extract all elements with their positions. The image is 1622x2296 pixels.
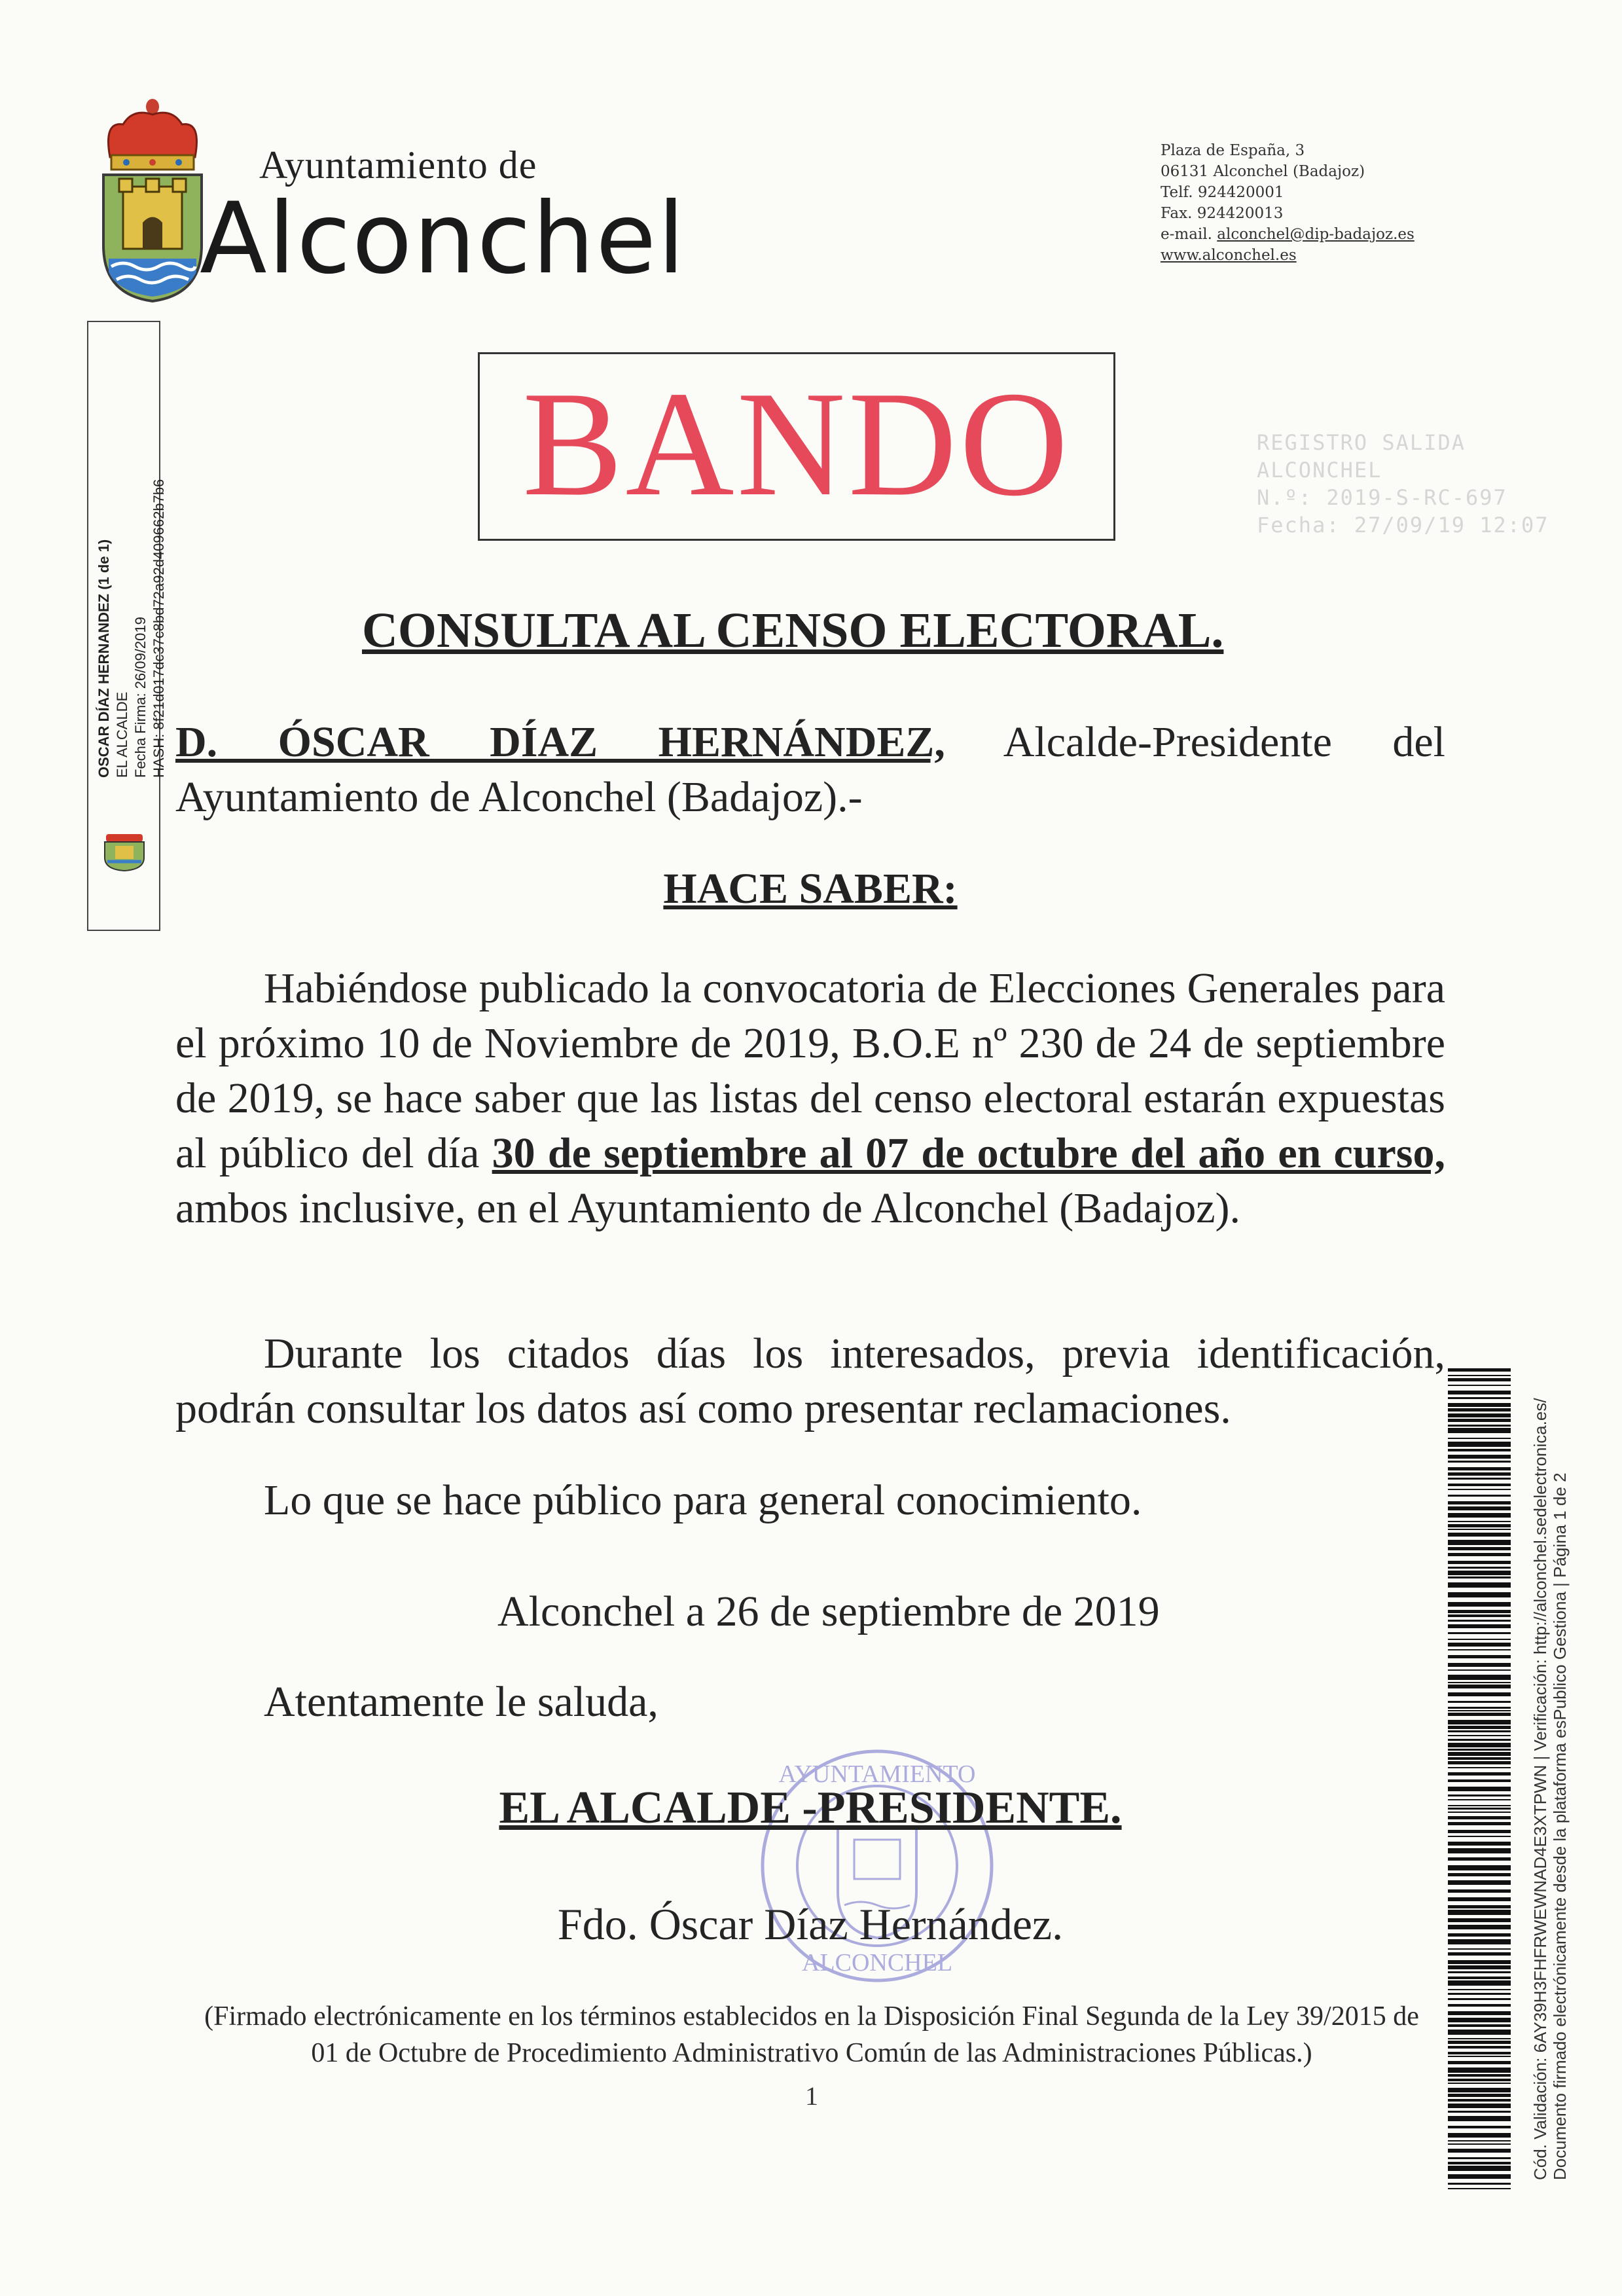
barcode-bar — [1448, 1540, 1511, 1545]
barcode-bar — [1448, 2116, 1511, 2121]
barcode-bar — [1448, 1726, 1511, 1729]
barcode-bar — [1448, 2018, 1511, 2022]
signature-date: Fecha Firma: 26/09/2019 — [132, 617, 149, 778]
official-seal-stamp — [746, 1741, 1008, 1990]
barcode-bar — [1448, 1710, 1511, 1711]
signature-title: EL ALCALDE -PRESIDENTE. — [499, 1783, 1122, 1833]
barcode-bar — [1448, 1397, 1511, 1399]
barcode-bar — [1448, 1918, 1511, 1922]
barcode-bar — [1448, 2162, 1511, 2164]
barcode-bar — [1448, 1749, 1511, 1751]
barcode-bar — [1448, 1442, 1511, 1447]
contact-phone: Telf. 924420001 — [1161, 184, 1284, 201]
barcode-bar — [1448, 1933, 1511, 1937]
barcode-bar — [1448, 2157, 1511, 2159]
barcode-bar — [1448, 1701, 1511, 1703]
barcode-bar — [1448, 2188, 1511, 2189]
barcode-bar — [1448, 1707, 1511, 1709]
announcement-text-part1: Habiéndose publicado la convocatoria de Elecciones Generales para el próximo 10 de Noviembre de 2019, B.O.E nº 230 de 24 de septiembre de 2019, se hace saber que las listas del censo electoral estarán expuestas al público del día — [175, 964, 1445, 1177]
announcement-date-range: 30 de septiembre al 07 de octubre del año en curso, — [492, 1129, 1445, 1177]
barcode-bar — [1448, 1419, 1511, 1422]
barcode-bar — [1448, 1952, 1511, 1956]
barcode-bar — [1448, 1816, 1511, 1819]
barcode-bar — [1448, 1730, 1511, 1732]
signature-role: EL ALCALDE — [114, 691, 130, 778]
barcode-bar — [1448, 1998, 1511, 2000]
registry-stamp-line: Fecha: 27/09/19 12:07 — [1257, 513, 1549, 538]
barcode-bar — [1448, 2166, 1511, 2171]
barcode-bar — [1448, 1752, 1511, 1756]
barcode-bar — [1448, 1663, 1511, 1667]
signature-signer: OSCAR DÍAZ HERNANDEZ (1 de 1) — [96, 539, 112, 778]
contact-block — [1161, 140, 1415, 266]
barcode-bar — [1448, 1685, 1511, 1688]
barcode-bar — [1448, 1795, 1511, 1796]
barcode-bar — [1448, 1529, 1511, 1530]
barcode-bar — [1448, 1873, 1511, 1876]
barcode-bar — [1448, 1413, 1511, 1417]
barcode-bar — [1448, 2046, 1511, 2049]
barcode-bar — [1448, 1812, 1511, 1813]
barcode-bar — [1448, 2079, 1511, 2081]
barcode-bar — [1448, 1461, 1511, 1463]
coat-of-arms-logo — [97, 95, 208, 304]
barcode-bar — [1448, 1614, 1511, 1617]
barcode-bar — [1448, 1767, 1511, 1768]
legal-note-line: 01 de Octubre de Procedimiento Administrativo Común de las Administraciones Públicas.) — [311, 2038, 1312, 2068]
barcode-bar — [1448, 1521, 1511, 1522]
barcode-bar — [1448, 2149, 1511, 2153]
signature-hash: HASH: 8f21d017dc37c8bd72a92d409662b7b6 — [151, 479, 167, 778]
barcode-bar — [1448, 1720, 1511, 1724]
contact-postal: 06131 Alconchel (Badajoz) — [1161, 163, 1365, 180]
barcode-bar — [1448, 1848, 1511, 1853]
seal-text-top: AYUNTAMIENTO — [778, 1760, 976, 1788]
barcode-bar — [1448, 2174, 1511, 2179]
page-number: 1 — [805, 2081, 818, 2111]
verification-platform-line: Documento firmado electrónicamente desde la plataforma esPublico Gestiona | Página 1 de 2 — [1550, 1472, 1570, 2180]
barcode-bar — [1448, 1643, 1511, 1647]
barcode-bar — [1448, 1602, 1511, 1607]
verification-code-line: Cód. Validación: 6AY39H3FHFRWEWNAD4E3XTPWN | Verificación: http://alconchel.sedelectronica.es/ — [1530, 1398, 1550, 2180]
closing-line: Atentamente le saluda, — [264, 1678, 658, 1726]
barcode-bar — [1448, 1743, 1511, 1747]
alcalde-intro-text: Alcalde-Presidente del Ayuntamiento de Alconchel (Badajoz).- — [175, 718, 1445, 821]
barcode-bar — [1448, 1547, 1511, 1550]
barcode-bar — [1448, 1375, 1511, 1376]
barcode-bar — [1448, 1772, 1511, 1776]
barcode-bar — [1448, 1880, 1511, 1885]
barcode-bar — [1448, 1965, 1511, 1969]
barcode-bar — [1448, 1857, 1511, 1861]
barcode-bar — [1448, 1524, 1511, 1527]
barcode-bar — [1448, 1378, 1511, 1381]
barcode-bar — [1448, 1889, 1511, 1893]
barcode-bar — [1448, 1993, 1511, 1995]
alcalde-name: D. ÓSCAR DÍAZ HERNÁNDEZ, — [175, 718, 945, 766]
barcode-bar — [1448, 1620, 1511, 1622]
barcode-bar — [1448, 1669, 1511, 1671]
barcode-bar — [1448, 1761, 1511, 1764]
barcode-bar — [1448, 1960, 1511, 1964]
registry-stamp-line: REGISTRO SALIDA — [1257, 430, 1466, 455]
barcode-bar — [1448, 2083, 1511, 2084]
barcode-bar — [1448, 1533, 1511, 1537]
barcode-bar — [1448, 1592, 1511, 1597]
barcode-bar — [1448, 1368, 1511, 1372]
barcode-bar — [1448, 1449, 1511, 1451]
announcement-text-part2: ambos inclusive, en el Ayuntamiento de Alconchel (Badajoz). — [175, 1184, 1240, 1232]
document-title: BANDO — [522, 360, 1071, 527]
barcode-bar — [1448, 1438, 1511, 1439]
barcode-bar — [1448, 1484, 1511, 1486]
barcode-bar — [1448, 2143, 1511, 2145]
barcode-bar — [1448, 2004, 1511, 2007]
barcode-bar — [1448, 1501, 1511, 1504]
registry-stamp-line: N.º: 2019-S-RC-697 — [1257, 485, 1507, 510]
barcode-bar — [1448, 1808, 1511, 1810]
barcode-bar — [1448, 1467, 1511, 1470]
barcode-bar — [1448, 1910, 1511, 1915]
barcode-bar — [1448, 2133, 1511, 2138]
alcalde-intro-paragraph — [175, 715, 1445, 825]
barcode-bar — [1448, 2074, 1511, 2077]
barcode-bar — [1448, 1567, 1511, 1569]
barcode-bar — [1448, 2030, 1511, 2035]
barcode-bar — [1448, 1472, 1511, 1476]
barcode-bar — [1448, 1842, 1511, 1846]
barcode-bar — [1448, 2024, 1511, 2027]
barcode-bar — [1448, 1403, 1511, 1407]
barcode-bar — [1448, 1989, 1511, 1990]
barcode-bar — [1448, 1948, 1511, 1950]
contact-web-link[interactable]: www.alconchel.es — [1161, 247, 1297, 264]
barcode-bar — [1448, 2126, 1511, 2128]
barcode-bar — [1448, 1455, 1511, 1459]
contact-email-link[interactable]: alconchel@dip-badajoz.es — [1217, 226, 1415, 243]
barcode-bar — [1448, 1495, 1511, 1497]
barcode-bar — [1448, 2041, 1511, 2044]
barcode-bar — [1448, 1571, 1511, 1575]
barcode-bar — [1448, 1478, 1511, 1480]
barcode-bar — [1448, 2056, 1511, 2057]
legal-note-line: (Firmado electrónicamente en los términos establecidos en la Disposición Final Segunda de la Ley 39/2015 de — [204, 2001, 1419, 2032]
barcode-bar — [1448, 1610, 1511, 1613]
barcode-bar — [1448, 2068, 1511, 2073]
barcode-image — [1448, 1368, 1511, 2192]
announcement-paragraph — [175, 961, 1445, 1236]
barcode-bar — [1448, 2088, 1511, 2092]
signature-strip-text — [95, 437, 168, 778]
barcode-bar — [1448, 1692, 1511, 1696]
header-town-name: Alconchel — [200, 182, 687, 296]
barcode-bar — [1448, 1713, 1511, 1716]
barcode-bar — [1448, 1779, 1511, 1782]
barcode-bar — [1448, 1787, 1511, 1791]
barcode-bar — [1448, 1513, 1511, 1518]
barcode-bar — [1448, 1977, 1511, 1979]
barcode-bar — [1448, 1624, 1511, 1628]
barcode-bar — [1448, 1391, 1511, 1394]
barcode-bar — [1448, 1836, 1511, 1837]
registry-stamp — [1257, 429, 1549, 539]
barcode-bar — [1448, 1897, 1511, 1901]
registry-stamp-line: ALCONCHEL — [1257, 458, 1382, 483]
barcode-bar — [1448, 1489, 1511, 1490]
hace-saber-heading: HACE SABER: — [663, 865, 958, 913]
header-subtitle: Ayuntamiento de — [259, 143, 537, 187]
barcode-bar — [1448, 1682, 1511, 1683]
contact-email-row — [1161, 224, 1415, 245]
barcode-bar — [1448, 1735, 1511, 1736]
barcode-bar — [1448, 1739, 1511, 1741]
barcode-bar — [1448, 1757, 1511, 1760]
barcode-bar — [1448, 2061, 1511, 2064]
barcode-bar — [1448, 1639, 1511, 1640]
contact-address: Plaza de España, 3 — [1161, 142, 1305, 159]
barcode-bar — [1448, 2094, 1511, 2097]
barcode-bar — [1448, 1905, 1511, 1908]
barcode-bar — [1448, 1576, 1511, 1578]
contact-fax: Fax. 924420013 — [1161, 205, 1284, 222]
barcode-bar — [1448, 2011, 1511, 2015]
barcode-bar — [1448, 1799, 1511, 1800]
barcode-bar — [1448, 2038, 1511, 2039]
barcode-bar — [1448, 1649, 1511, 1650]
barcode-bar — [1448, 1925, 1511, 1929]
barcode-bar — [1448, 1632, 1511, 1634]
barcode-bar — [1448, 1425, 1511, 1427]
barcode-bar — [1448, 1655, 1511, 1658]
barcode-bar — [1448, 1971, 1511, 1973]
barcode-bar — [1448, 1939, 1511, 1944]
signature-name: Fdo. Óscar Díaz Hernández. — [557, 1899, 1064, 1949]
barcode-bar — [1448, 1675, 1511, 1680]
barcode-bar — [1448, 1428, 1511, 1433]
contact-email-label: e-mail. — [1161, 226, 1217, 243]
barcode-bar — [1448, 1865, 1511, 1870]
barcode-bar — [1448, 1385, 1511, 1386]
barcode-bar — [1448, 1506, 1511, 1510]
date-line: Alconchel a 26 de septiembre de 2019 — [497, 1588, 1160, 1635]
barcode-bar — [1448, 1561, 1511, 1564]
consultation-paragraph: Durante los citados días los interesados, previa identificación, podrán consultar los datos así como presentar reclamaciones. — [175, 1330, 1445, 1432]
mini-coat-of-arms-icon — [97, 833, 152, 872]
barcode-bar — [1448, 1830, 1511, 1833]
barcode-bar — [1448, 2104, 1511, 2108]
barcode-bar — [1448, 1582, 1511, 1588]
seal-text-bottom: ALCONCHEL — [801, 1949, 953, 1977]
barcode-bar — [1448, 1553, 1511, 1556]
barcode-bar — [1448, 1822, 1511, 1825]
barcode-bar — [1448, 2140, 1511, 2141]
barcode-bar — [1448, 2052, 1511, 2054]
barcode-bar — [1448, 2111, 1511, 2113]
publication-paragraph: Lo que se hace público para general conocimiento. — [264, 1476, 1142, 1524]
barcode-bar — [1448, 1980, 1511, 1986]
barcode-bar — [1448, 2099, 1511, 2102]
legal-note — [157, 1998, 1466, 2071]
barcode-bar — [1448, 2183, 1511, 2185]
barcode-bar — [1448, 1805, 1511, 1806]
barcode-bar — [1448, 1408, 1511, 1412]
document-subtitle: CONSULTA AL CENSO ELECTORAL. — [362, 603, 1224, 658]
verification-text — [1530, 1362, 1570, 2180]
